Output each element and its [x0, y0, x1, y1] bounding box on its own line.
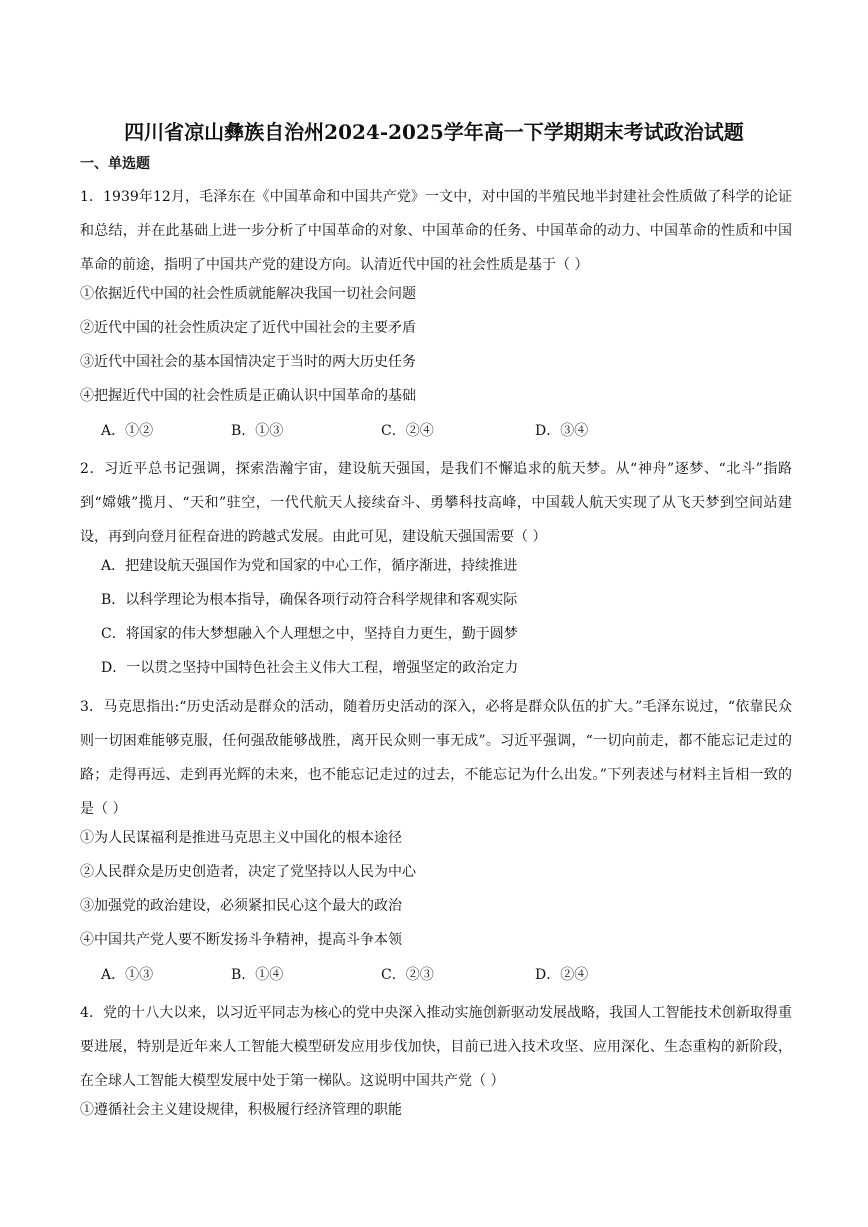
question-1-item: ②近代中国的社会性质决定了近代中国社会的主要矛盾 [80, 320, 416, 336]
question-1-stem: 1．1939年12月，毛泽东在《中国革命和中国共产党》一文中，对中国的半殖民地半封建社会性质做了科学的论证和总结，并在此基础上进一步分析了中国革命的对象、中国革命的任务、中国革命的动力、中国革命的性质和中国革命的前途，指明了中国共产党的建设方向。认清近代中国的社会性质是基于（ ） [80, 189, 792, 273]
question-1-choice-b: B．①③ [231, 423, 284, 439]
question-3-choice-d: D．②④ [535, 967, 589, 983]
question-1-item: ①依据近代中国的社会性质就能解决我国一切社会问题 [80, 286, 416, 302]
page-title: 四川省凉山彝族自治州2024-2025学年高一下学期期末考试政治试题 [124, 120, 744, 144]
question-3-stem: 3．马克思指出:“历史活动是群众的活动，随着历史活动的深入，必将是群众队伍的扩大。”毛泽东说过，“依靠民众则一切困难能够克服，任何强敌能够战胜，离开民众则一事无成”。习近平强调，“一切向前走，都不能忘记走过的路；走得再远、走到再光辉的未来，也不能忘记走过的过去，不能忘记为什么出发。”下列表述与材料主旨相一致的是（ ） [80, 699, 792, 817]
question-1-item: ③近代中国社会的基本国情决定于当时的两大历史任务 [80, 354, 416, 370]
question-3-item: ②人民群众是历史创造者，决定了党坚持以人民为中心 [80, 864, 416, 880]
question-3-item: ③加强党的政治建设，必须紧扣民心这个最大的政治 [80, 898, 402, 914]
question-2-option-d: D．一以贯之坚持中国特色社会主义伟大工程，增强坚定的政治定力 [101, 660, 519, 676]
section-heading: 一、单选题 [80, 156, 150, 172]
question-1-item: ④把握近代中国的社会性质是正确认识中国革命的基础 [80, 388, 416, 404]
question-2-stem: 2．习近平总书记强调，探索浩瀚宇宙，建设航天强国，是我们不懈追求的航天梦。从“神舟”逐梦、“北斗”指路到“嫦娥”揽月、“天和”驻空，一代代航天人接续奋斗、勇攀科技高峰，中国载人航天实现了从飞天梦到空间站建设，再到向登月征程奋进的跨越式发展。由此可见，建设航天强国需要（ ） [80, 461, 792, 545]
question-4-item: ①遵循社会主义建设规律，积极履行经济管理的职能 [80, 1102, 402, 1118]
question-3-choice-c: C．②③ [381, 967, 434, 983]
question-2-option-b: B．以科学理论为根本指导，确保各项行动符合科学规律和客观实际 [101, 592, 518, 608]
question-1-choice-a: A．①② [101, 423, 154, 439]
question-3-choice-a: A．①③ [101, 967, 154, 983]
question-2-option-c: C．将国家的伟大梦想融入个人理想之中，坚持自力更生，勤于圆梦 [101, 626, 518, 642]
question-3-item: ④中国共产党人要不断发扬斗争精神，提高斗争本领 [80, 932, 402, 948]
question-3-choice-b: B．①④ [231, 967, 284, 983]
question-2-option-a: A．把建设航天强国作为党和国家的中心工作，循序渐进，持续推进 [101, 558, 518, 574]
question-1-choice-d: D．③④ [535, 423, 589, 439]
question-1-choice-c: C．②④ [381, 423, 434, 439]
question-3-item: ①为人民谋福利是推进马克思主义中国化的根本途径 [80, 830, 402, 846]
question-4-stem: 4．党的十八大以来，以习近平同志为核心的党中央深入推动实施创新驱动发展战略，我国人工智能技术创新取得重要进展，特别是近年来人工智能大模型研发应用步伐加快，目前已进入技术攻坚、应用深化、生态重构的新阶段，在全球人工智能大模型发展中处于第一梯队。这说明中国共产党（ ） [80, 1005, 792, 1089]
